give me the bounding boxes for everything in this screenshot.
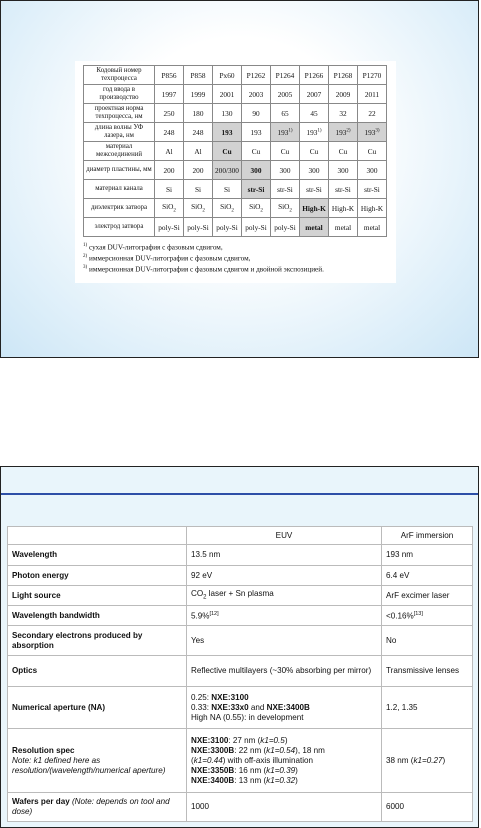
row-label: проектная норма техпроцесса, нм <box>84 104 155 123</box>
row-label: Resolution spec Note: k1 defined here as resolution/(wavelength/numerical aperture) <box>8 729 187 793</box>
table-row <box>8 656 473 687</box>
table-cell: metal <box>358 218 387 237</box>
table-row <box>84 85 387 104</box>
arf-cell: 193 nm <box>382 545 473 566</box>
table-cell: Si <box>155 180 184 199</box>
table-cell: metal <box>300 218 329 237</box>
table-cell: High-K <box>300 199 329 218</box>
row-label: длина волны УФ лазера, нм <box>84 123 155 142</box>
table-cell: 2005 <box>271 85 300 104</box>
table-cell: 2001 <box>213 85 242 104</box>
table-cell: 300 <box>271 161 300 180</box>
row-label: диэлектрик затвора <box>84 199 155 218</box>
code-cell: P1266 <box>300 66 329 85</box>
code-cell: P1264 <box>271 66 300 85</box>
table-cell: 193$^{3)}$ <box>358 123 387 142</box>
table-cell: 130 <box>213 104 242 123</box>
slide-euv-comparison <box>0 466 479 828</box>
footnote: $^{3)}$ иммерсионная DUV-литография с фазовым сдвигом и двойной экспозицией. <box>83 265 324 274</box>
euv-cell: Reflective multilayers (~30% absorbing per mirror) <box>187 656 382 687</box>
table-cell: poly-Si <box>271 218 300 237</box>
arf-cell: 6000 <box>382 793 473 822</box>
table-row <box>84 104 387 123</box>
euv-cell: 92 eV <box>187 566 382 586</box>
table-row <box>8 687 473 729</box>
table-cell: Cu <box>300 142 329 161</box>
code-cell: P1262 <box>242 66 271 85</box>
row-label: материал канала <box>84 180 155 199</box>
arf-cell: 38 nm (k1=0.27) <box>382 729 473 793</box>
euv-cell: Yes <box>187 626 382 656</box>
table-cell: 180 <box>184 104 213 123</box>
table-cell: SiO$_2$ <box>155 199 184 218</box>
row-label: год ввода в производство <box>84 85 155 104</box>
table-cell: 300 <box>242 161 271 180</box>
table-cell: 193 <box>213 123 242 142</box>
table-cell: 1997 <box>155 85 184 104</box>
row-label: Secondary electrons produced by absorption <box>8 626 187 656</box>
code-cell: P856 <box>155 66 184 85</box>
table-cell: High-K <box>329 199 358 218</box>
table-cell: Cu <box>329 142 358 161</box>
footnote-mark: 3) <box>375 128 380 134</box>
table-cell: SiO$_2$ <box>184 199 213 218</box>
arf-cell: 1.2, 1.35 <box>382 687 473 729</box>
table-cell: 1999 <box>184 85 213 104</box>
table-cell: 200 <box>184 161 213 180</box>
arf-cell: <0.16%[13] <box>382 606 473 626</box>
table-cell: poly-Si <box>184 218 213 237</box>
code-cell: P1270 <box>358 66 387 85</box>
table-cell: 45 <box>300 104 329 123</box>
table-cell: 2003 <box>242 85 271 104</box>
table-cell: Cu <box>242 142 271 161</box>
table-cell: poly-Si <box>242 218 271 237</box>
table-header-row <box>8 527 473 545</box>
table-row <box>84 180 387 199</box>
euv-cell: NXE:3100: 27 nm (k1=0.5) NXE:3300B: 22 nm (k1=0.54), 18 nm (k1=0.44) with off-axis illumination NXE:3350B: 16 nm (k1=0.39) NXE:3400B: 13 nm (k1=0.32) <box>187 729 382 793</box>
arf-cell: No <box>382 626 473 656</box>
table-cell: SiO$_2$ <box>242 199 271 218</box>
table-cell: 90 <box>242 104 271 123</box>
table-row <box>8 566 473 586</box>
table-cell: 300 <box>358 161 387 180</box>
table-cell: 65 <box>271 104 300 123</box>
table-cell: SiO$_2$ <box>271 199 300 218</box>
table-cell: str-Si <box>242 180 271 199</box>
table-cell: str-Si <box>358 180 387 199</box>
table-cell: 193$^{1)}$ <box>271 123 300 142</box>
footnote: $^{1)}$ сухая DUV-литография с фазовым сдвигом, <box>83 243 223 252</box>
table-cell: Al <box>155 142 184 161</box>
row-label: диаметр пластины, мм <box>84 161 155 180</box>
row-label: Wavelength bandwidth <box>8 606 187 626</box>
arf-cell: 6.4 eV <box>382 566 473 586</box>
table-cell: Cu <box>271 142 300 161</box>
slide-process-table <box>0 0 479 358</box>
table-cell: 193$^{1)}$ <box>300 123 329 142</box>
euv-cell: 5.9%[12] <box>187 606 382 626</box>
euv-cell: $CO_2$ laser + Sn plasma <box>187 586 382 606</box>
table-cell: 300 <box>329 161 358 180</box>
column-header: ArF immersion <box>382 527 473 545</box>
column-header: EUV <box>187 527 382 545</box>
table-cell: Si <box>213 180 242 199</box>
table-cell: 22 <box>358 104 387 123</box>
table-row <box>8 606 473 626</box>
empty-header-cell <box>8 527 187 545</box>
table-cell: 248 <box>184 123 213 142</box>
euv-cell: 13.5 nm <box>187 545 382 566</box>
reference-link[interactable]: [12] <box>209 611 219 618</box>
table-row <box>8 545 473 566</box>
code-cell: Px60 <box>213 66 242 85</box>
row-label: Optics <box>8 656 187 687</box>
row-label: Кодовый номер техпроцесса <box>84 66 155 85</box>
table-cell: Al <box>184 142 213 161</box>
footnote-mark: 2) <box>346 128 351 134</box>
table-cell: str-Si <box>271 180 300 199</box>
code-cell: P1268 <box>329 66 358 85</box>
row-label: электрод затвора <box>84 218 155 237</box>
table-cell: 193 <box>242 123 271 142</box>
process-table-card <box>75 61 396 283</box>
footnote: $^{2)}$ иммерсионная DUV-литография с фазовым сдвигом, <box>83 254 251 263</box>
table-cell: poly-Si <box>155 218 184 237</box>
row-label: Light source <box>8 586 187 606</box>
table-cell: SiO$_2$ <box>213 199 242 218</box>
table-row <box>84 218 387 237</box>
table-row <box>8 586 473 606</box>
process-table <box>83 65 387 237</box>
table-row <box>84 66 387 85</box>
row-label: Wafers per day (Note: depends on tool and dose) <box>8 793 187 822</box>
table-cell: str-Si <box>329 180 358 199</box>
code-cell: P858 <box>184 66 213 85</box>
table-cell: 248 <box>155 123 184 142</box>
table-row <box>8 793 473 822</box>
table-cell: 300 <box>300 161 329 180</box>
footnote-mark: 1) <box>288 128 293 134</box>
row-label: материал межсоединений <box>84 142 155 161</box>
table-cell: 200/300 <box>213 161 242 180</box>
table-cell: 32 <box>329 104 358 123</box>
table-cell: metal <box>329 218 358 237</box>
table-cell: 200 <box>155 161 184 180</box>
table-cell: Si <box>184 180 213 199</box>
table-row <box>84 123 387 142</box>
table-cell: 2009 <box>329 85 358 104</box>
table-cell: poly-Si <box>213 218 242 237</box>
euv-cell: 0.25: NXE:3100 0.33: NXE:33x0 and NXE:3400B High NA (0.55): in development <box>187 687 382 729</box>
table-row <box>8 729 473 793</box>
row-label: Photon energy <box>8 566 187 586</box>
table-cell: 250 <box>155 104 184 123</box>
row-label: Numerical aperture (NA) <box>8 687 187 729</box>
arf-cell: ArF excimer laser <box>382 586 473 606</box>
euv-cell: 1000 <box>187 793 382 822</box>
table-row <box>84 142 387 161</box>
euv-vs-arf-table <box>7 526 473 822</box>
header-divider <box>1 493 478 495</box>
table-cell: Cu <box>358 142 387 161</box>
table-cell: str-Si <box>300 180 329 199</box>
table-row <box>84 199 387 218</box>
table-row <box>84 161 387 180</box>
footnote-mark: 1) <box>317 128 322 134</box>
table-cell: 2011 <box>358 85 387 104</box>
arf-cell: Transmissive lenses <box>382 656 473 687</box>
reference-link[interactable]: [13] <box>413 611 423 618</box>
table-cell: High-K <box>358 199 387 218</box>
row-label: Wavelength <box>8 545 187 566</box>
table-cell: Cu <box>213 142 242 161</box>
table-cell: 2007 <box>300 85 329 104</box>
table-row <box>8 626 473 656</box>
table-cell: 193$^{2)}$ <box>329 123 358 142</box>
